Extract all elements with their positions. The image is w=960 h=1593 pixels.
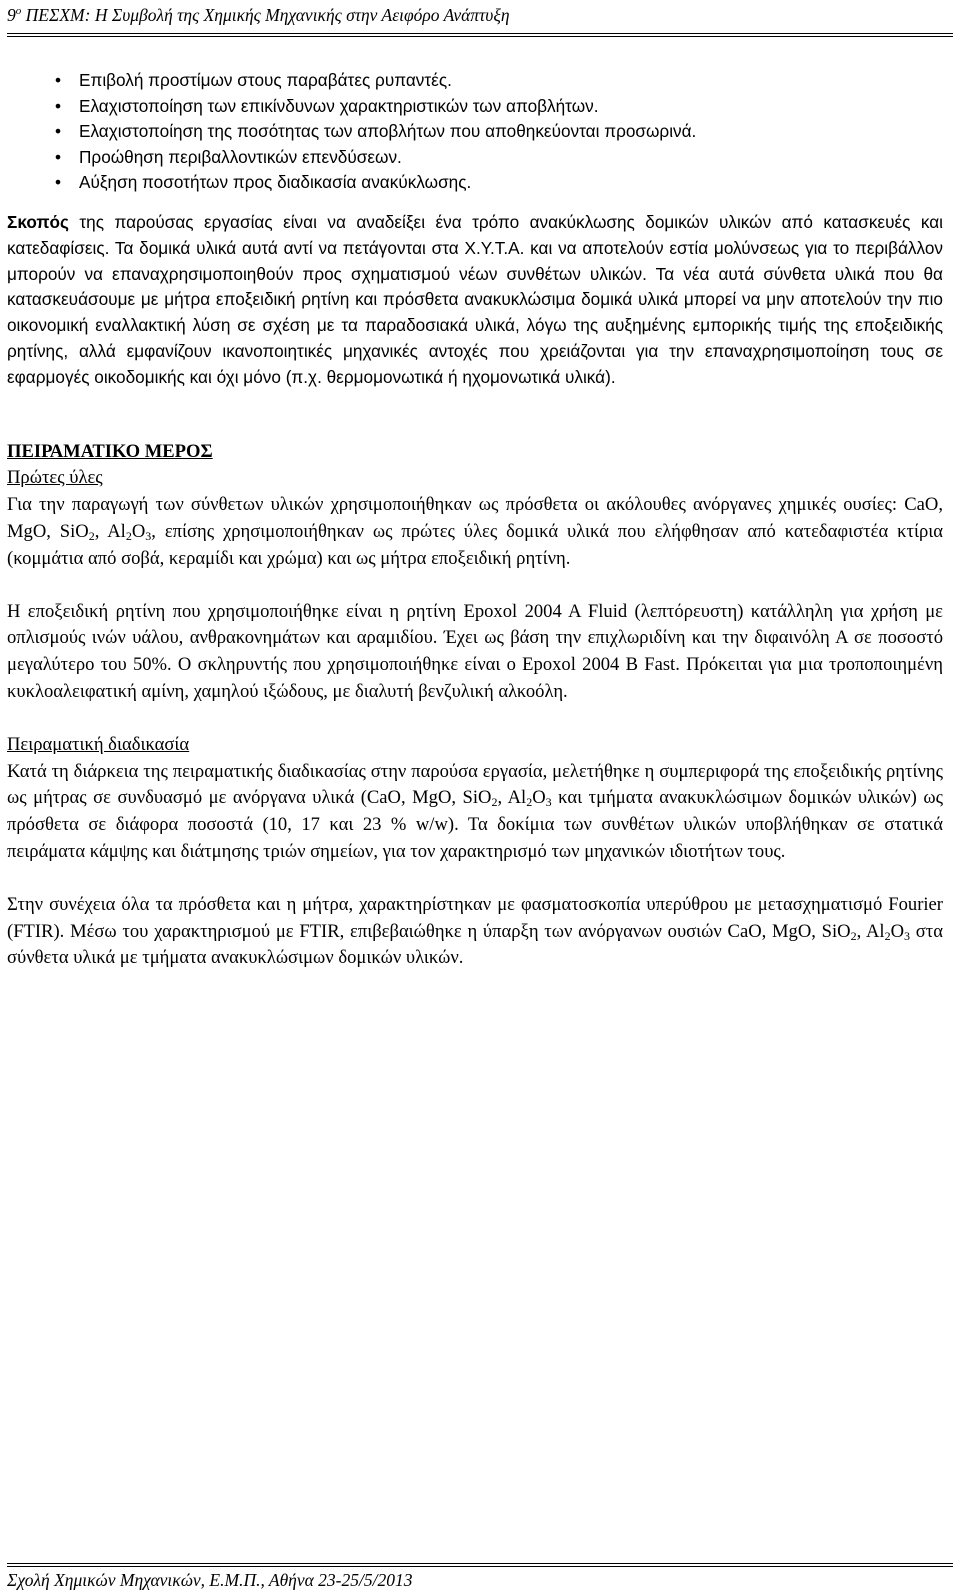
ftir-paragraph: Στην συνέχεια όλα τα πρόσθετα και η μήτρα, χαρακτηρίστηκαν με φασματοσκοπία υπερύθρου με μετασχηματισμό Fourier (FTIR). Μέσω του χαρακτηρισμού με FTIR, επιβεβαιώθηκε η ύπαρξη των ανόργανων ουσιών CaO, MgO, SiO$_2$, $Al_2O_3$ στα σύνθετα υλικά με τμήματα ανακυκλώσιμων δομικών υλικών. — [7, 893, 944, 969]
raw-materials-paragraph: Για την παραγωγή των σύνθετων υλικών χρησιμοποιήθηκαν ως πρόσθετα οι ακόλουθες ανόργανες χημικές ουσίες: CaO, MgO, SiO$_2$, $Al_2O_3$, επίσης χρησιμοποιήθηκαν ως πρώτες ύλες δομικά υλικά που ελήφθησαν από κατεδαφιστέα κτίρια (κομμάτια από σοβά, κεραμίδι και χρώμα) και ως μήτρα εποξειδική ρητίνη. — [7, 494, 943, 569]
conference-title: ΠΕΣΧΜ: Η Συμβολή της Χημικής Μηχανικής στην Αειφόρο Ανάπτυξη — [21, 5, 510, 25]
subsection-raw-materials: Πρώτες ύλες — [7, 467, 103, 489]
page-footer: Σχολή Χημικών Μηχανικών, Ε.Μ.Π., Αθήνα 23-25/5/2013 — [7, 1570, 413, 1590]
header-divider — [7, 33, 953, 34]
list-item: • Αύξηση ποσοτήτων προς διαδικασία ανακύκλωσης. — [7, 170, 943, 196]
footer-divider — [7, 1563, 953, 1564]
conference-number: 9 — [7, 5, 16, 25]
resin-paragraph: Η εποξειδική ρητίνη που χρησιμοποιήθηκε είναι η ρητίνη Epoxol 2004 A Fluid (λεπτόρευστη) κατάλληλη για χρήση με οπλισμούς ινών υάλου, ανθρακονημάτων και αραμιδίου. Έχει ως βάση την επιχλωριδίνη και την διφαινόλη Α σε ποσοστό μεγαλύτερο του 50%. Ο σκληρυντής που χρησιμοποιήθηκε είναι ο Epoxol 2004 B Fast. Πρόκειται για μια τροποποιημένη κυκλοαλειφατική αμίνη, χαμηλού ιξώδους, με διαλυτή βενζυλική αλκοόλη. — [7, 600, 943, 702]
page-header — [7, 4, 953, 26]
aim-lead: Σκοπός — [7, 211, 69, 232]
bullet-glyph: • — [55, 121, 62, 142]
subsection-procedure: Πειραματική διαδικασία — [7, 733, 190, 755]
bullet-glyph: • — [55, 146, 62, 167]
ordinal-suffix: ο — [15, 5, 22, 18]
aim-paragraph: Σκοπός της παρούσας εργασίας είναι να αναδείξει ένα τρόπο ανακύκλωσης δομικών υλικών από κατασκευές και κατεδαφίσεις. Τα δομικά υλικά αυτά αντί να πετάγονται στα Χ.Υ.Τ.Α. και να αποτελούν εστία μολύνσεως για το περιβάλλον μπορούν να επαναχρησιμοποιηθούν προς σχηματισμού νέων συνθέτων υλικών. Τα νέα αυτά σύνθετα υλικά που θα κατασκευάσουμε με μήτρα εποξειδική ρητίνη και πρόσθετα ανακυκλώσιμα δομικά υλικά μπορεί να μην αποτελούν την πιο οικονομική εναλλακτική λύση σε σχέση με τα παραδοσιακά υλικά, λόγω της αυξημένης εμπορικής τιμής της εποξειδικής ρητίνης, αλλά εμφανίζουν ικανοποιητικές μηχανικές αντοχές που χρειάζονται για την επαναχρησιμοποίηση τους σε εφαρμογές οικοδομικής και όχι μόνο (π.χ. θερμομονωτικά ή ηχομονωτικά υλικά). — [7, 211, 943, 387]
bullet-glyph: • — [55, 70, 62, 90]
section-title-experimental: ΠΕΙΡΑΜΑΤΙΚΟ ΜΕΡΟΣ — [7, 440, 213, 462]
header-divider-secondary — [7, 36, 953, 37]
page-body — [7, 68, 943, 972]
list-item: • Επιβολή προστίμων στους παραβάτες ρυπαντές. — [7, 68, 943, 94]
bullet-glyph: • — [55, 172, 62, 193]
measures-list — [7, 68, 943, 196]
list-item: • Ελαχιστοποίηση των επικίνδυνων χαρακτηριστικών των αποβλήτων. — [7, 94, 943, 120]
list-item: • Ελαχιστοποίηση της ποσότητας των αποβλήτων που αποθηκεύονται προσωρινά. — [7, 119, 943, 145]
procedure-paragraph: Κατά τη διάρκεια της πειραματικής διαδικασίας στην παρούσα εργασία, μελετήθηκε η συμπεριφορά της εποξειδικής ρητίνης ως μήτρας σε συνδυασμό με ανόργανα υλικά (CaO, MgO, SiO$_2$, $Al_2O_3$ και τμήματα ανακυκλώσιμων δομικών υλικών) ως πρόσθετα σε διάφορα ποσοστά (10, 17 και 23 % w/w). Τα δοκίμια των συνθέτων υλικών υποβλήθηκαν σε στατικά πειράματα κάμψης και διάτμησης τριών σημείων, για τον χαρακτηρισμό των μηχανικών ιδιοτήτων τους. — [7, 760, 943, 862]
footer-divider-secondary — [7, 1566, 953, 1567]
list-item: • Προώθηση περιβαλλοντικών επενδύσεων. — [7, 145, 943, 171]
bullet-glyph: • — [55, 95, 62, 116]
